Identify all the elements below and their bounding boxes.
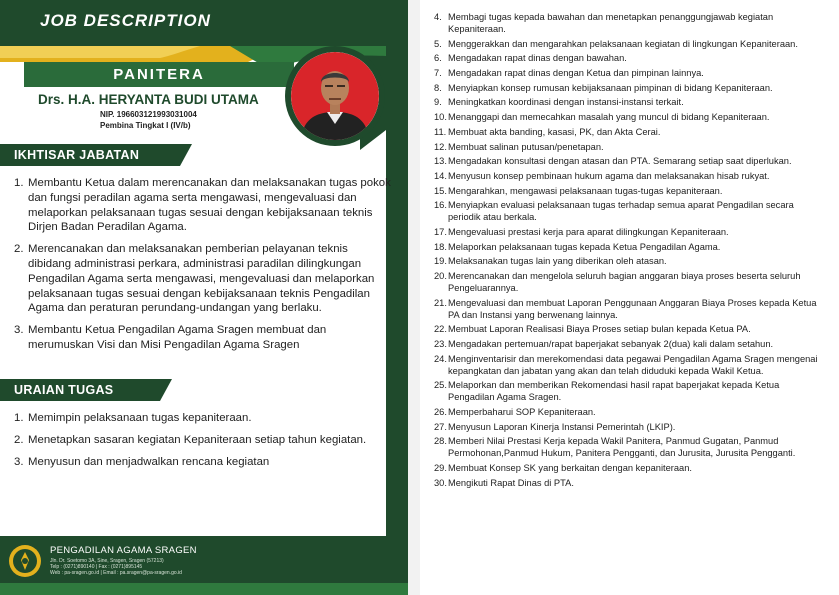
- page-divider: [408, 0, 420, 595]
- duty-item: 7. Mengadakan rapat dinas dengan Ketua dan pimpinan lainnya.: [434, 68, 704, 79]
- employee-rank: Pembina Tingkat I (IV/b): [100, 121, 191, 130]
- duties-continued-list: [434, 12, 826, 492]
- left-panel: [0, 0, 408, 595]
- duty-item: 1. Memimpin pelaksanaan tugas kepaniteraan.: [14, 412, 252, 424]
- duty-item: 27. Menyusun Laporan Kinerja Instansi Pemerintah (LKIP).: [434, 421, 676, 432]
- court-logo-icon: [8, 544, 42, 578]
- duty-item: 19. Melaksanakan tugas lain yang diberikan oleh atasan.: [434, 256, 667, 267]
- footer-web: Web : pa-sragen.go.id | Email : pa.sragen@pa-sragen.go.id: [50, 570, 182, 576]
- duty-item: 5. Menggerakkan dan mengarahkan pelaksanaan kegiatan di lingkungan Kepaniteraan.: [434, 38, 798, 49]
- document-title: JOB DESCRIPTION: [40, 11, 211, 30]
- duty-item: 29. Membuat Konsep SK yang berkaitan dengan kepaniteraan.: [434, 462, 692, 473]
- right-panel: [420, 0, 839, 595]
- duty-item: 12. Membuat salinan putusan/penetapan.: [434, 141, 604, 152]
- duty-item: 22. Membuat Laporan Realisasi Biaya Proses setiap bulan kepada Ketua PA.: [434, 324, 751, 335]
- duty-item: 21. Mengevaluasi dan membuat Laporan Penggunaan Anggaran Biaya Proses kepada Ketua PA dan Instansi yang berwenang lainnya.: [434, 297, 817, 320]
- employee-name: Drs. H.A. HERYANTA BUDI UTAMA: [38, 92, 259, 107]
- duty-item: 18. Melaporkan pelaksanaan tugas kepada Ketua Pengadilan Agama.: [434, 241, 721, 252]
- duties-heading: URAIAN TUGAS: [0, 379, 160, 401]
- duty-item: 26. Memperbaharui SOP Kepaniteraan.: [434, 406, 596, 417]
- duty-item: 30. Mengikuti Rapat Dinas di PTA.: [434, 477, 574, 488]
- duty-item: 17. Mengevaluasi prestasi kerja para aparat dilingkungan Kepaniteraan.: [434, 226, 729, 237]
- summary-list: [14, 176, 392, 360]
- summary-heading: IKHTISAR JABATAN: [0, 144, 180, 166]
- duty-item: 2. Menetapkan sasaran kegiatan Kepaniteraan setiap tahun kegiatan.: [14, 433, 367, 446]
- duty-item: 10. Menanggapi dan memecahkan masalah yang muncul di bidang Kepaniteraan.: [434, 112, 770, 123]
- duty-item: 24. Menginventarisir dan merekomendasi data pegawai Pengadilan Agama Sragen mengenai kepangkatan dan jabatan yang akan dan telah diduduki kepada Wakil Ketua.: [434, 353, 818, 376]
- summary-item: 3. Membantu Ketua Pengadilan Agama Sragen membuat dan merumuskan Visi dan Misi Pengadilan Agama Sragen: [14, 324, 327, 351]
- footer-address: Jln. Dr. Soetomo 3A, Sine, Sragen, Sragen (57213): [50, 558, 164, 564]
- duty-item: 23. Mengadakan pertemuan/rapat baperjakat sebanyak 2(dua) kali dalam setahun.: [434, 338, 774, 349]
- duty-item: 4. Membagi tugas kepada bawahan dan menetapkan penanggungjawab kegiatan Kepaniteraan.: [434, 12, 774, 34]
- profile-photo-frame: [285, 46, 385, 146]
- footer-org-name: PENGADILAN AGAMA SRAGEN: [50, 545, 197, 556]
- duty-item: 25. Melaporkan dan memberikan Rekomendasi hasil rapat baperjakat kepada Ketua Pengadilan Agama Sragen.: [434, 380, 780, 403]
- summary-item: 1. Membantu Ketua dalam merencanakan dan melaksanakan tugas pokok dan fungsi peradilan agama serta mengawasi, mengevaluasi dan melaporkan pelaksanaan tugas sesuai dengan kebijaksanaan teknis Dirjen Badan Peradilan Agama.: [14, 177, 391, 234]
- duty-item: 9. Meningkatkan koordinasi dengan instansi-instansi terkait.: [434, 97, 684, 108]
- duties-list: [14, 411, 392, 476]
- employee-nip: NIP. 196603121993031004: [100, 110, 197, 119]
- summary-item: 2. Merencanakan dan melaksanakan pemberian pelayanan teknis dibidang administrasi perkara, administrasi paradilan dilingkungan Pengadilan Agama serta mengawasi, mengevaluasi dan melaporkan pelaksanaan tugas sesuai dengan kebijaksanaan teknis Pengadilan Agama dan peraturan perundang-undangan yang berlaku.: [14, 243, 375, 315]
- duty-item: 28. Memberi Nilai Prestasi Kerja kepada Wakil Panitera, Panmud Gugatan, Panmud Permohonan,Panmud Hukum, Panitera Pengganti, dan Jurusita, Jurusita Pengganti.: [434, 436, 796, 459]
- duty-item: 20. Merencanakan dan mengelola seluruh bagian anggaran biaya proses beserta seluruh Pengeluarannya.: [434, 271, 801, 293]
- duty-item: 13. Mengadakan konsultasi dengan atasan dan PTA. Semarang setiap saat diperlukan.: [434, 156, 792, 167]
- duty-item: 3. Menyusun dan menjadwalkan rencana kegiatan: [14, 455, 270, 468]
- duty-item: 8. Menyiapkan konsep rumusan kebijaksanaan pimpinan di bidang Kepaniteraan.: [434, 82, 773, 93]
- position-label: PANITERA: [24, 62, 294, 87]
- profile-photo: [291, 52, 379, 140]
- duty-item: 11. Membuat akta banding, kasasi, PK, dan Akta Cerai.: [434, 126, 661, 137]
- duty-item: 6. Mengadakan rapat dinas dengan bawahan.: [434, 53, 627, 64]
- duty-item: 15. Mengarahkan, mengawasi pelaksanaan tugas-tugas kepaniteraan.: [434, 185, 723, 196]
- duty-item: 14. Menyusun konsep pembinaan hukum agama dan melaksanakan hisab rukyat.: [434, 170, 770, 181]
- footer-contact: [50, 558, 250, 576]
- duty-item: 16. Menyiapkan evaluasi pelaksanaan tugas terhadap semua aparat Pengadilan secara periodik atau berkala.: [434, 200, 794, 223]
- footer-band: [0, 583, 408, 595]
- footer-phone: Telp : (0271)890140 | Fax : (0271)895145: [50, 564, 143, 570]
